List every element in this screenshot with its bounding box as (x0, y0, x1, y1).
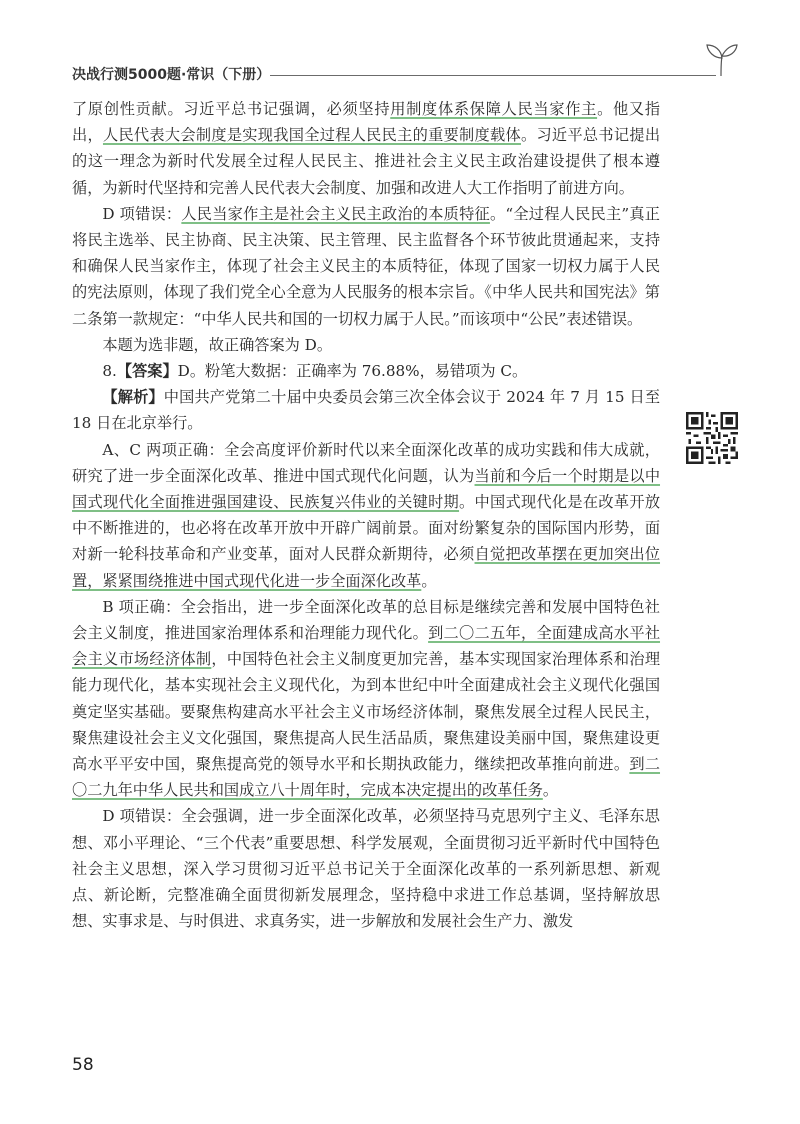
paragraph-3: 本题为选非题，故正确答案为 D。 (102, 335, 333, 354)
analysis-label: 【解析】 (102, 388, 164, 407)
answer-label: 【答案】 (116, 362, 178, 381)
header-rule (270, 75, 716, 76)
running-header (72, 64, 742, 86)
underlined-phrase: 人民当家作主是社会主义民主政治的本质特征 (181, 204, 490, 223)
underlined-phrase: 到二〇二五年，全面建成高水平社会主义市场经济体制 (72, 624, 661, 669)
paragraph-2 (72, 201, 660, 332)
qr-code[interactable] (686, 412, 738, 464)
text-run: 。“全过程人民民主”真正将民主选举、民主协商、民主决策、民主管理、民主监督各个环节彼此贯通起来，支持和确保人民当家作主，体现了社会主义民主的本质特征，体现了国家一切权力属于人民的宪法原则，体现了我们党全心全意为人民服务的根本宗旨。《中华人民共和国宪法》第二条第一款规定：“中华人民共和国的一切权力属于人民。”而该项中“公民”表述错误。 (72, 204, 660, 328)
paragraph-8: D 项错误：全会强调，进一步全面深化改革，必须坚持马克思列宁主义、毛泽东思想、邓小平理论、“三个代表”重要思想、科学发展观，全面贯彻习近平新时代中国特色社会主义思想，深入学习贯彻习近平总书记关于全面深化改革的一系列新思想、新观点、新论断，完整准确全面贯彻新发展理念，坚持稳中求进工作总基调，坚持解放思想、实事求是、与时俱进、求真务实，进一步解放和发展社会生产力、激发 (72, 807, 660, 931)
text-run: D。粉笔大数据：正确率为 76.88%，易错项为 C。 (177, 362, 528, 381)
page-body (72, 96, 660, 935)
text-run: 。他又指出， (72, 100, 661, 145)
paragraph-6 (72, 437, 660, 594)
underlined-phrase: 当前和今后一个时期是以中国式现代化全面推进强国建设、民族复兴伟业的关键时期 (72, 466, 661, 512)
text-run: 。中国式现代化是在改革开放中不断推进的，也必将在改革开放中开辟广阔前景。面对纷繁复杂的国际国内形势，面对新一轮科技革命和产业变革，面对人民群众新期待，必须 (72, 493, 661, 564)
page-number: 58 (72, 1055, 94, 1075)
answer-paragraph (72, 358, 660, 384)
text-run: B 项正确：全会指出，进一步全面深化改革的总目标是继续完善和发展中国特色社会主义制度，推进国家治理体系和治理能力现代化。 (72, 597, 660, 643)
paragraph-1 (72, 96, 660, 201)
text-run: 了原创性贡献。习近平总书记强调，必须坚持 (72, 100, 391, 118)
analysis-paragraph (72, 384, 660, 436)
text-run: A、C 两项正确：全会高度评价新时代以来全面深化改革的成功实践和伟大成就，研究了进一步全面深化改革、推进中国式现代化问题，认为 (72, 440, 660, 485)
book-title: 决战行测5000题·常识（下册） (72, 67, 271, 83)
text-run: 。习近平总书记提出的这一理念为新时代发展全过程人民民主、推进社会主义民主政治建设提供了根本遵循，为新时代坚持和完善人民代表大会制度、加强和改进人大工作指明了前进方向。 (72, 126, 661, 197)
underlined-phrase: 到二〇二九年中华人民共和国成立八十周年时，完成本决定提出的改革任务 (72, 755, 661, 800)
underlined-phrase: 自觉把改革摆在更加突出位置，紧紧围绕推进中国式现代化进一步全面深化改革 (72, 545, 661, 590)
text-run: 。 (542, 781, 558, 800)
text-run: 中国共产党第二十届中央委员会第三次全体会议于 2024 年 7 月 15 日至 18 日在北京举行。 (72, 388, 661, 433)
underlined-phrase: 用制度体系保障人民当家作主 (390, 100, 598, 118)
underlined-phrase: 人民代表大会制度是实现我国全过程人民民主的重要制度载体 (102, 126, 521, 145)
sprout-leaf-icon (704, 42, 738, 78)
question-number: 8. (102, 362, 117, 381)
paragraph-7 (72, 594, 660, 804)
text-run: ，中国特色社会主义制度更加完善，基本实现国家治理体系和治理能力现代化，基本实现社会主义现代化，为到本世纪中叶全面建成社会主义现代化强国奠定坚实基础。要聚焦构建高水平社会主义市场经济体制，聚焦发展全过程人民民主，聚焦建设社会主义文化强国，聚焦提高人民生活品质，聚焦建设美丽中国，聚焦建设更高水平平安中国，聚焦提高党的领导水平和长期执政能力，继续把改革推向前进。 (72, 650, 661, 774)
text-run: D 项错误： (102, 204, 182, 223)
text-run: 。 (421, 571, 437, 590)
